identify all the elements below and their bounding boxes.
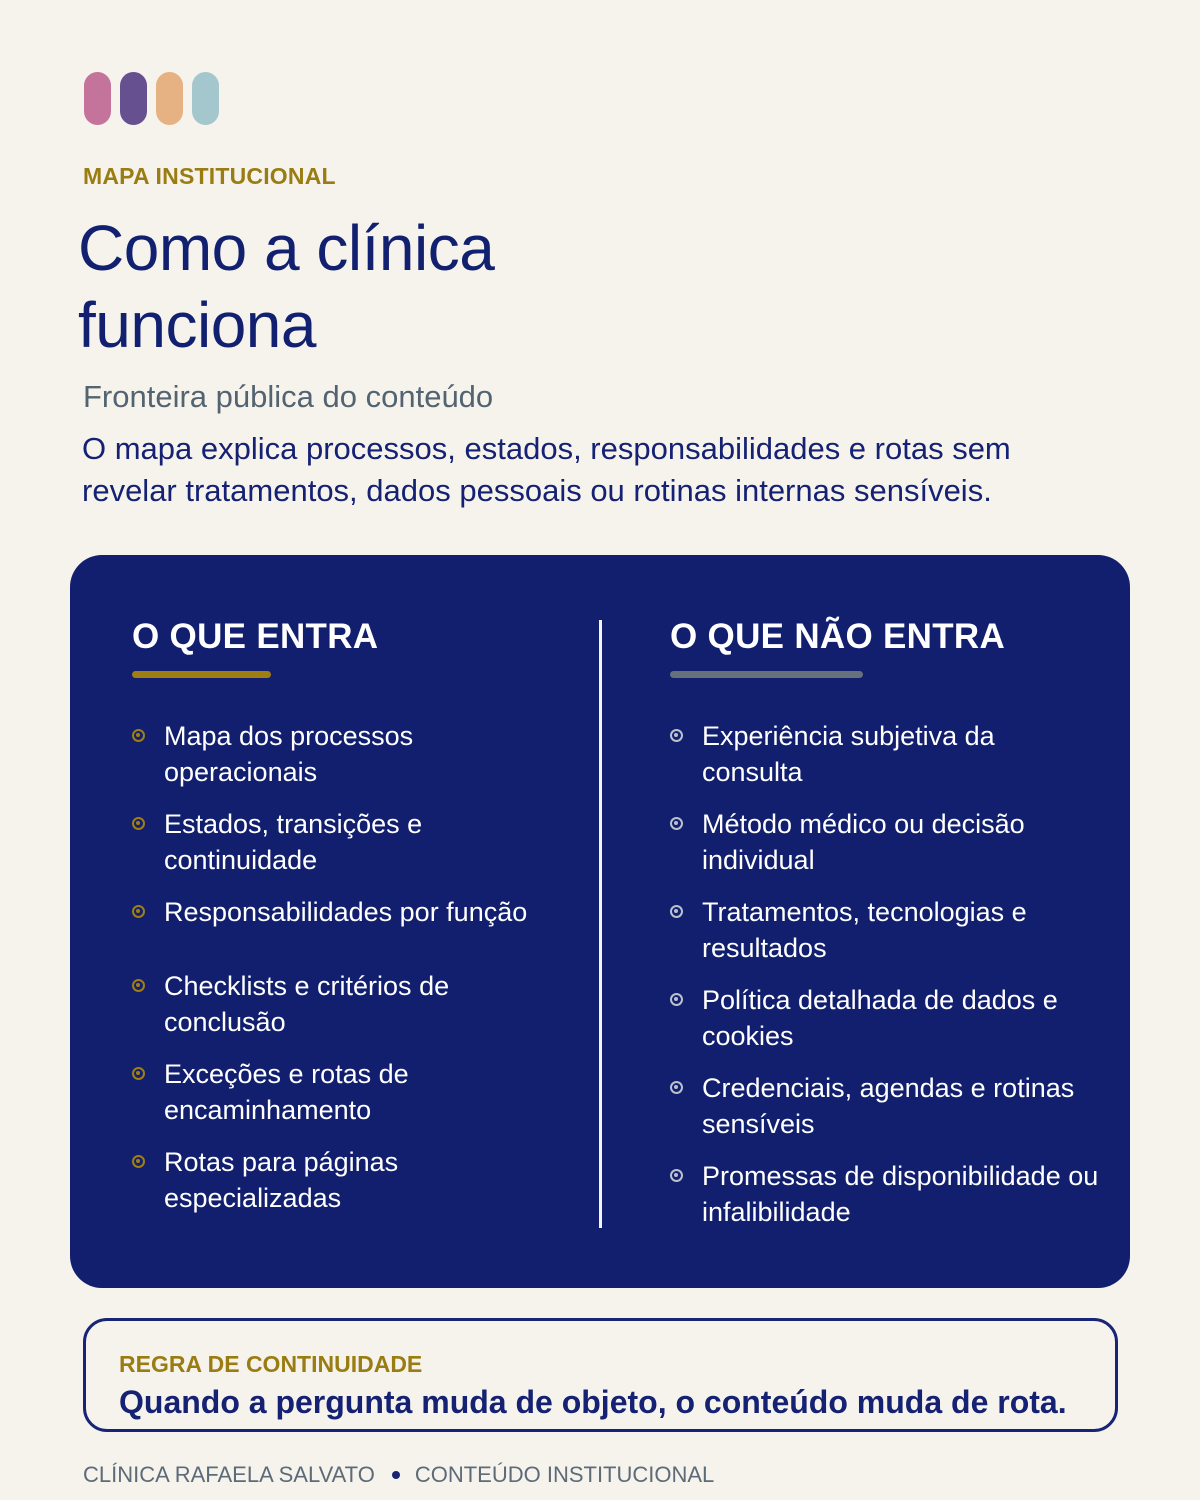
included-item [132, 1144, 562, 1216]
excluded-item-text: Experiência subjetiva da consulta [702, 721, 995, 787]
footer [83, 1462, 714, 1488]
continuity-rule-label: REGRA DE CONTINUIDADE [119, 1351, 423, 1377]
target-bullet-icon [670, 905, 683, 918]
page-title-line-2: funciona [78, 289, 316, 361]
target-bullet-icon [132, 817, 145, 830]
target-bullet-icon [670, 817, 683, 830]
brand-mark [84, 72, 219, 125]
brand-pill-1 [84, 72, 111, 125]
page-subtitle: Fronteira pública do conteúdo [83, 379, 494, 414]
included-item-text: Mapa dos processos operacionais [164, 721, 414, 787]
included-item [132, 894, 562, 930]
included-item [132, 718, 562, 790]
target-bullet-icon [132, 905, 145, 918]
included-item [132, 968, 562, 1040]
included-item-text: Rotas para páginas especializadas [164, 1147, 399, 1213]
excluded-item-text: Tratamentos, tecnologias e resultados [702, 897, 1027, 963]
excluded-item [670, 982, 1100, 1054]
separator-dot-icon [392, 1471, 400, 1479]
continuity-rule-text: Quando a pergunta muda de objeto, o conteúdo muda de rota. [119, 1384, 1067, 1420]
intro-paragraph: O mapa explica processos, estados, responsabilidades e rotas sem revelar tratamentos, dados pessoais ou rotinas internas sensíveis. [82, 431, 1011, 508]
page-title-line-1: Como a clínica [78, 212, 495, 284]
target-bullet-icon [670, 729, 683, 742]
excluded-item-text: Política detalhada de dados e cookies [702, 985, 1058, 1051]
excluded-item-text: Promessas de disponibilidade ou infalibilidade [702, 1161, 1099, 1227]
excluded-heading: O QUE NÃO ENTRA [670, 617, 1006, 656]
brand-pill-4 [192, 72, 219, 125]
target-bullet-icon [132, 1155, 145, 1168]
excluded-item [670, 1158, 1100, 1230]
footer-brand: CLÍNICA RAFAELA SALVATO [83, 1462, 375, 1487]
excluded-item-text: Método médico ou decisão individual [702, 809, 1025, 875]
included-item-text: Exceções e rotas de encaminhamento [164, 1059, 409, 1125]
brand-pill-3 [156, 72, 183, 125]
included-item-text: Checklists e critérios de conclusão [164, 971, 450, 1037]
included-item [132, 806, 562, 878]
brand-pill-2 [120, 72, 147, 125]
continuity-rule-box [83, 1318, 1118, 1432]
excluded-item [670, 718, 1100, 790]
target-bullet-icon [132, 1067, 145, 1080]
excluded-column [670, 617, 1099, 1227]
eyebrow-label: MAPA INSTITUCIONAL [83, 163, 336, 189]
included-heading: O QUE ENTRA [132, 617, 379, 656]
column-divider [599, 620, 602, 1228]
target-bullet-icon [670, 993, 683, 1006]
target-bullet-icon [670, 1081, 683, 1094]
excluded-item [670, 894, 1100, 966]
excluded-item [670, 806, 1100, 878]
target-bullet-icon [670, 1169, 683, 1182]
excluded-item [670, 1070, 1100, 1142]
included-item [132, 1056, 562, 1128]
included-column [132, 617, 552, 1213]
page-title [78, 210, 494, 364]
target-bullet-icon [132, 979, 145, 992]
footer-category: CONTEÚDO INSTITUCIONAL [414, 1462, 715, 1487]
included-heading-underline [132, 671, 271, 678]
included-item-text: Responsabilidades por função [164, 897, 528, 927]
excluded-item-text: Credenciais, agendas e rotinas sensíveis [702, 1073, 1075, 1139]
scope-panel [70, 555, 1130, 1288]
excluded-heading-underline [670, 671, 863, 678]
included-item-text: Estados, transições e continuidade [164, 809, 423, 875]
target-bullet-icon [132, 729, 145, 742]
